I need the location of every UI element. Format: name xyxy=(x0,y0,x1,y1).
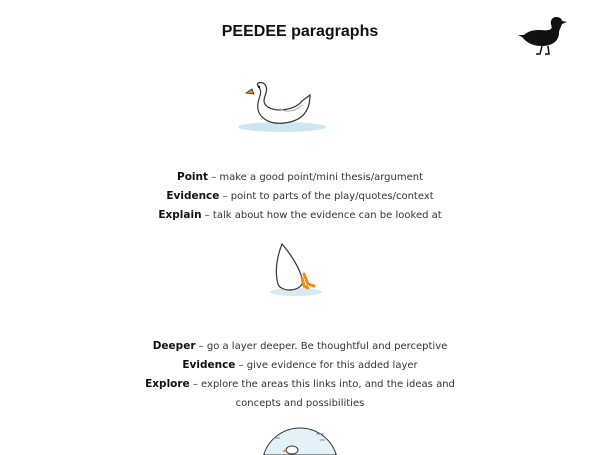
definition-line: concepts and possibilities xyxy=(235,398,365,409)
definition-line: Point – make a good point/mini thesis/argument xyxy=(177,171,423,183)
definition-line: Deeper – go a layer deeper. Be thoughtful and perceptive xyxy=(152,340,448,352)
diving-duck-illustration xyxy=(268,240,324,300)
duck-silhouette-icon xyxy=(518,14,568,56)
duck-in-bubble-illustration xyxy=(260,426,340,455)
section-point-evidence-explain xyxy=(0,168,600,225)
swimming-duck-illustration xyxy=(236,75,326,137)
definition-line: Evidence – give evidence for this added layer xyxy=(182,359,418,371)
page-title: PEEDEE paragraphs xyxy=(221,23,379,40)
definition-line: Evidence – point to parts of the play/quotes/context xyxy=(166,190,434,202)
definition-line: Explain – talk about how the evidence can be looked at xyxy=(158,209,442,221)
definition-line: Explore – explore the areas this links into, and the ideas and xyxy=(145,378,455,390)
section-deeper-evidence-explore xyxy=(0,337,600,413)
